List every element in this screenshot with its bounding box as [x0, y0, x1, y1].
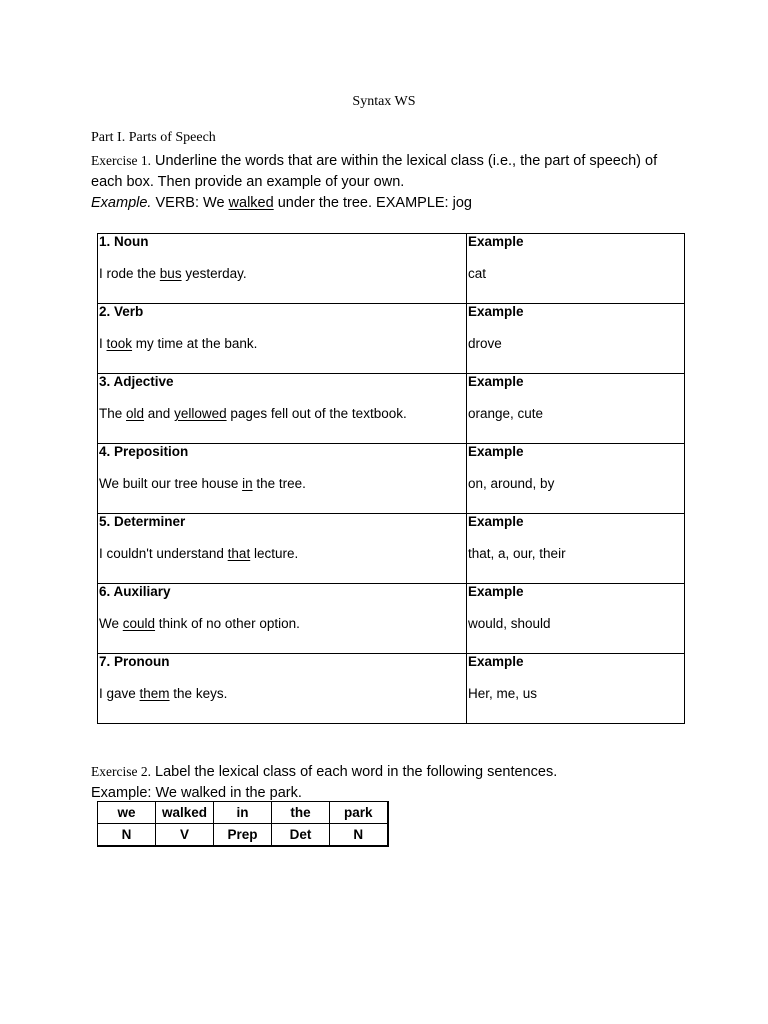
category-cell — [98, 584, 467, 654]
example-heading: Example — [468, 444, 524, 459]
underlined-word: old — [126, 406, 145, 421]
exercise1-instructions — [91, 150, 691, 214]
sentence: I rode the bus yesterday. — [99, 266, 247, 281]
exercise1-label: Exercise 1. — [91, 153, 151, 168]
example-value: Her, me, us — [468, 686, 538, 701]
example-value: orange, cute — [468, 406, 544, 421]
label-cell: N — [98, 824, 156, 846]
category-cell — [98, 514, 467, 584]
word-cell: we — [98, 802, 156, 824]
example-heading: Example — [468, 304, 524, 319]
underlined-word: them — [139, 686, 170, 701]
example-heading: Example — [468, 654, 524, 669]
label-cell: Det — [272, 824, 330, 846]
underlined-word: could — [122, 616, 156, 631]
word-cell: in — [214, 802, 272, 824]
category-heading: 2. Verb — [99, 304, 144, 319]
exercise1-instruction: Underline the words that are within the lexical class (i.e., the part of speech) of each box. Then provide an example of your own. — [91, 153, 658, 190]
example-value: cat — [468, 266, 487, 281]
underlined-word: yellowed — [174, 406, 227, 421]
sentence: We built our tree house in the tree. — [99, 476, 306, 491]
example-heading: Example — [468, 374, 524, 389]
table-row — [98, 584, 685, 654]
table-row — [98, 654, 685, 724]
example-heading: Example — [468, 584, 524, 599]
example-cell — [467, 444, 685, 514]
underlined-word: took — [106, 336, 133, 351]
word-cell: the — [272, 802, 330, 824]
category-heading: 3. Adjective — [99, 374, 174, 389]
word-row — [98, 802, 388, 824]
word-cell: walked — [156, 802, 214, 824]
exercise2-instruction: Label the lexical class of each word in the following sentences. — [150, 764, 558, 780]
table-row — [98, 304, 685, 374]
sentence: We could think of no other option. — [99, 616, 300, 631]
example-cell — [467, 654, 685, 724]
example-value: would, should — [468, 616, 551, 631]
example-cell — [467, 304, 685, 374]
example-cell — [467, 584, 685, 654]
sentence: I couldn't understand that lecture. — [99, 546, 299, 561]
exercise1-example-word: walked — [228, 195, 274, 211]
category-cell — [98, 444, 467, 514]
sentence: I took my time at the bank. — [99, 336, 258, 351]
sentence: I gave them the keys. — [99, 686, 228, 701]
example-cell — [467, 234, 685, 304]
part-heading: Part I. Parts of Speech — [91, 130, 216, 145]
category-cell — [98, 654, 467, 724]
category-heading: 7. Pronoun — [99, 654, 170, 669]
example-heading: Example — [468, 514, 524, 529]
exercise2-instructions — [91, 761, 691, 804]
exercise1-example-label: Example. — [91, 195, 152, 211]
category-heading: 1. Noun — [99, 234, 149, 249]
category-heading: 5. Determiner — [99, 514, 186, 529]
table-row — [98, 514, 685, 584]
word-cell: park — [330, 802, 388, 824]
example-value: that, a, our, their — [468, 546, 566, 561]
underlined-word: that — [227, 546, 251, 561]
label-cell: Prep — [214, 824, 272, 846]
example-cell — [467, 374, 685, 444]
label-row — [98, 824, 388, 846]
table-row — [98, 234, 685, 304]
example-cell — [467, 514, 685, 584]
category-heading: 6. Auxiliary — [99, 584, 171, 599]
category-cell — [98, 304, 467, 374]
example-heading: Example — [468, 234, 524, 249]
label-cell: V — [156, 824, 214, 846]
exercise1-example-post: under the tree. EXAMPLE: jog — [273, 195, 472, 211]
label-cell: N — [330, 824, 388, 846]
example-value: drove — [468, 336, 502, 351]
table-row — [98, 444, 685, 514]
category-cell — [98, 374, 467, 444]
sentence: The old and yellowed pages fell out of the textbook. — [99, 406, 407, 421]
exercise2-label: Exercise 2. — [91, 764, 151, 779]
exercise1-example-pre: VERB: We — [151, 195, 229, 211]
page-title: Syntax WS — [352, 94, 416, 109]
parts-of-speech-table — [97, 233, 685, 724]
exercise2-example-line: Example: We walked in the park. — [91, 785, 302, 801]
lexical-class-table — [97, 801, 389, 847]
category-cell — [98, 234, 467, 304]
underlined-word: bus — [159, 266, 182, 281]
table-row — [98, 374, 685, 444]
example-value: on, around, by — [468, 476, 555, 491]
category-heading: 4. Preposition — [99, 444, 189, 459]
underlined-word: in — [242, 476, 253, 491]
